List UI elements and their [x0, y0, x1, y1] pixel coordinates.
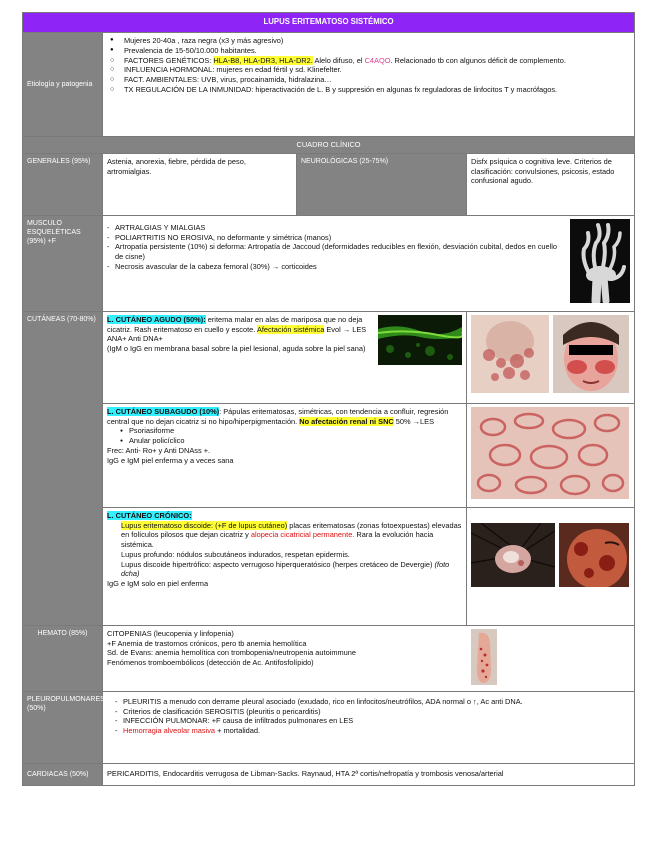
list-item: - Criterios de clasificación SEROSITIS (pleuritis o pericarditis) [115, 707, 630, 717]
section-cuadro-clinico: CUADRO CLÍNICO [23, 137, 635, 154]
row-label-cardiacas: CARDIACAS (50%) [23, 763, 103, 785]
highlight-hla: HLA-B8, HLA-DR3, HLA-DR2. [213, 55, 313, 65]
list-item: ● Prevalencia de 15-50/10.000 habitantes. [107, 46, 630, 56]
cutaneo-subagudo-title: L. CUTÁNEO SUBAGUDO (10%) [107, 406, 220, 416]
cutaneo-cronico-title: L. CUTÁNEO CRÓNICO: [107, 510, 192, 520]
generales-text: Astenia, anorexia, fiebre, pérdida de peso, artromialgias. [103, 153, 297, 215]
etiologia-content [103, 33, 635, 137]
main-table [22, 12, 635, 786]
back-annular-rash-image [471, 407, 629, 499]
musculo-content [103, 215, 635, 311]
highlight-afectacion: Afectación sistémica [256, 324, 325, 334]
list-item: ○ INFLUENCIA HORMONAL: mujeres en edad fértil y sd. Klinefelter. [107, 65, 630, 75]
hemato-content [103, 625, 635, 691]
row-label-cutaneas: CUTÁNEAS (70-80%) [23, 311, 103, 625]
alopecia-text: alopecia cicatricial permanente. [250, 530, 355, 540]
list-item: - Necrosis avascular de la cabeza femoral (30%) → corticoides [107, 262, 566, 272]
foot-petechiae-image [471, 629, 497, 685]
list-item: ○ TX REGULACIÓN DE LA INMUNIDAD: hiperactivación de L. B y suppresión en algunas fx reguladoras de linfocitos T y macrófagos. [107, 85, 630, 95]
row-label-musculo: MUSCULO ESQUELÉTICAS (95%) +F [23, 215, 103, 311]
cutaneo-subagudo: L. CUTÁNEO SUBAGUDO (10%): Pápulas eritematosas, simétricas, con tendencia a confluir, regresión central que no dejan cicatriz si no hipo/hiperpigmentación. No afectación renal ni SNC 50% →LES ● Psoriasiforme ● Anular policíclico Frec: Anti- Ro+ y Anti DNAss +. IgG e IgM piel enferma y a veces sana [103, 403, 467, 507]
list-item: - Artropatía persistente (10%) si deforma: Artropatía de Jaccoud (deformidades reducibles en flexión, desviación cubital, dedos en cuello de cisne) [107, 242, 566, 262]
text-line: Fenómenos tromboembólicos (detección de Ac. Antifosfolípido) [107, 658, 314, 668]
row-label-pleuro: PLEUROPULMONARES (50%) [23, 691, 103, 763]
list-item-hemorragia: - Hemorragia alveolar masiva + mortalidad. [115, 726, 630, 736]
text-line: Sd. de Evans: anemia hemolítica con trombopenia/neutropenia autoimmune [107, 648, 356, 658]
discoid-face-image [559, 523, 629, 587]
document [22, 12, 634, 786]
cutaneo-agudo-photos [467, 311, 635, 403]
highlight-discoide: Lupus eritematoso discoide: (+F de lupus cutáneo) [121, 520, 288, 530]
cutaneo-cronico-photos [467, 507, 635, 625]
cutaneo-cronico: L. CUTÁNEO CRÓNICO: Lupus eritematoso discoide: (+F de lupus cutáneo) placas eritematosas (zonas fotoexpuestas) elevadas en folículos pilosos que dejan cicatriz y alopecia cicatricial permanente. Rara la evolución hacia sistémica. Lupus profundo: nódulos subcutáneos indurados, respetan epidermis. Lupus discoide hipertrófico: aspecto verrugoso hiperqueratósico (herpes cretáceo de Devergie) (foto dcha) IgG e IgM solo en piel enferma [103, 507, 467, 625]
list-item: - INFECCIÓN PULMONAR: +F causa de infiltrados pulmonares en LES [115, 716, 630, 726]
scalp-discoid-image [471, 523, 555, 587]
histology-green-image [378, 315, 462, 365]
c4aqo-text: C4AQO [364, 55, 391, 65]
list-item: - ARTRALGIAS Y MIALGIAS [107, 223, 566, 233]
neuro-text: Disfx psíquica o cognitiva leve. Criterios de clasificación: convulsiones, psicosis, estado confusional agudo. [467, 153, 635, 215]
hand-xray-image [570, 219, 630, 303]
hemorragia-text: Hemorragia alveolar masiva [123, 726, 216, 736]
cutaneo-agudo-title: L. CUTÁNEO AGUDO (50%): [107, 314, 206, 324]
list-item: ● Mujeres 20-40a , raza negra (x3 y más agresivo) [107, 36, 630, 46]
list-item-geneticos: ○ FACTORES GENÉTICOS: HLA-B8, HLA-DR3, HLA-DR2. Alelo difuso, el C4AQO. Relacionado tb con algunos déficit de complemento. [107, 56, 630, 66]
row-label-hemato: HEMATO (85%) [23, 625, 103, 691]
neuro-label: NEUROLÓGICAS (25-75%) [297, 153, 467, 215]
list-item: ● Psoriasiforme [107, 426, 462, 436]
cutaneo-agudo: L. CUTÁNEO AGUDO (50%): eritema malar en alas de mariposa que no deja cicatriz. Rash eritematoso en cuello y escote. Afectación sistémica Evol → LES ANA+ Anti DNA+ (IgM o IgG en membrana basal sobre la piel lesional, aguda sobre la piel sana) [103, 311, 467, 403]
list-item: - PLEURITIS a menudo con derrame pleural asociado (exudado, rico en linfocitos/neutrófilos, ADA normal o ↑, Ac anti DNA. [115, 697, 630, 707]
row-label-generales: GENERALES (95%) [23, 153, 103, 215]
neck-rash-image [471, 315, 549, 393]
text-line: +F Anemia de trastornos crónicos, pero tb anemia hemolítica [107, 638, 307, 648]
page-title: LUPUS ERITEMATOSO SISTÉMICO [23, 13, 635, 33]
row-label-etiologia: Etiología y patogenia [23, 33, 103, 137]
list-item: - POLIARTRITIS NO EROSIVA, no deformante y simétrica (manos) [107, 233, 566, 243]
malar-rash-face-image [553, 315, 629, 393]
text-line: CITOPENIAS (leucopenia y linfopenia) [107, 628, 234, 638]
pleuro-content [103, 691, 635, 763]
list-item: ● Anular policíclico [107, 436, 462, 446]
cardiacas-text: PERICARDITIS, Endocarditis verrugosa de Libman-Sacks. Raynaud, HTA 2ª cortis/nefropatía y trombosis venosa/arterial [103, 763, 635, 785]
list-item: ○ FACT. AMBIENTALES: UVB, virus, procainamida, hidralazina… [107, 75, 630, 85]
cutaneo-subagudo-photo [467, 403, 635, 507]
highlight-no-renal: No afectación renal ni SNC [299, 416, 394, 426]
